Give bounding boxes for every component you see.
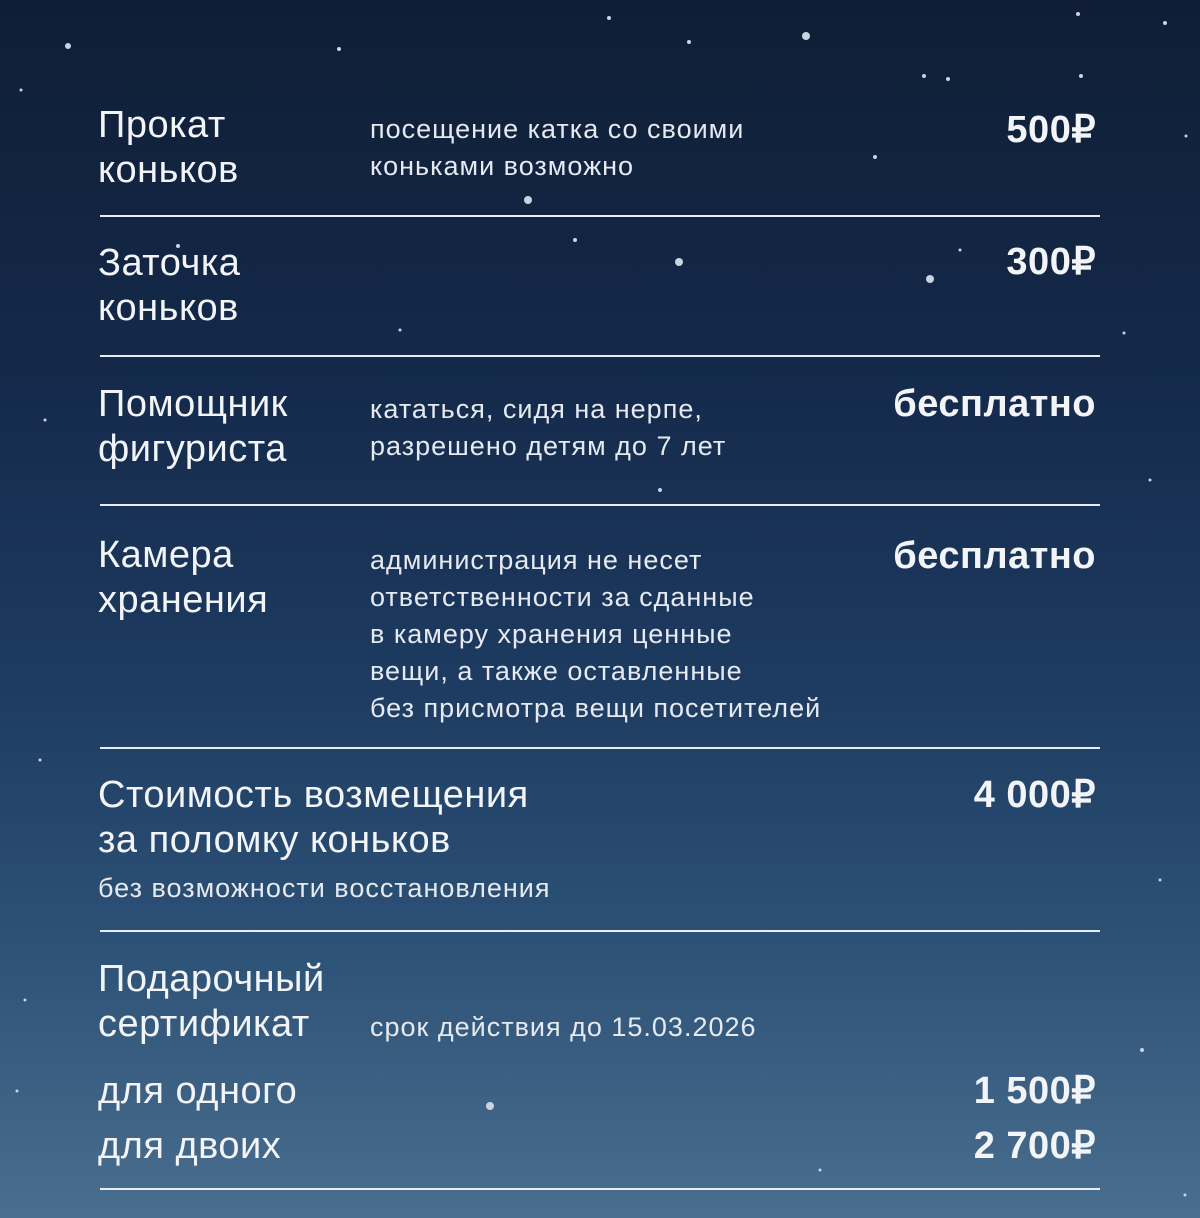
service-title: Заточка коньков <box>98 242 241 329</box>
service-description: администрация не несет ответственности за сданные в камеру хранения ценные вещи, а также оставленные без присмотра вещи посетителей <box>370 545 822 723</box>
certificate-option-double-label: для двоих <box>98 1125 282 1167</box>
certificate-option-single-label: для одного <box>98 1070 298 1112</box>
service-price: бесплатно <box>893 535 1096 577</box>
service-price: 500₽ <box>1006 109 1096 151</box>
service-price: 300₽ <box>1006 241 1096 283</box>
service-description: посещение катка со своими коньками возможно <box>370 114 745 181</box>
certificate-option-double-price: 2 700₽ <box>973 1125 1096 1167</box>
certificate-validity: срок действия до 15.03.2026 <box>370 1012 757 1042</box>
divider <box>100 1188 1100 1190</box>
divider <box>100 355 1100 357</box>
service-title: Помощник фигуриста <box>98 383 288 470</box>
service-price: бесплатно <box>893 383 1096 425</box>
service-title: Камера хранения <box>98 534 269 621</box>
divider <box>100 747 1100 749</box>
service-title: Прокат коньков <box>98 104 239 191</box>
compensation-price: 4 000₽ <box>973 774 1096 816</box>
divider <box>100 930 1100 932</box>
certificate-option-single-price: 1 500₽ <box>973 1070 1096 1112</box>
compensation-title: Стоимость возмещения за поломку коньков <box>98 774 529 861</box>
certificate-title: Подарочный сертификат <box>98 958 325 1045</box>
divider <box>100 504 1100 506</box>
service-description: кататься, сидя на нерпе, разрешено детям до 7 лет <box>370 394 727 461</box>
divider <box>100 215 1100 217</box>
compensation-note: без возможности восстановления <box>98 873 551 903</box>
